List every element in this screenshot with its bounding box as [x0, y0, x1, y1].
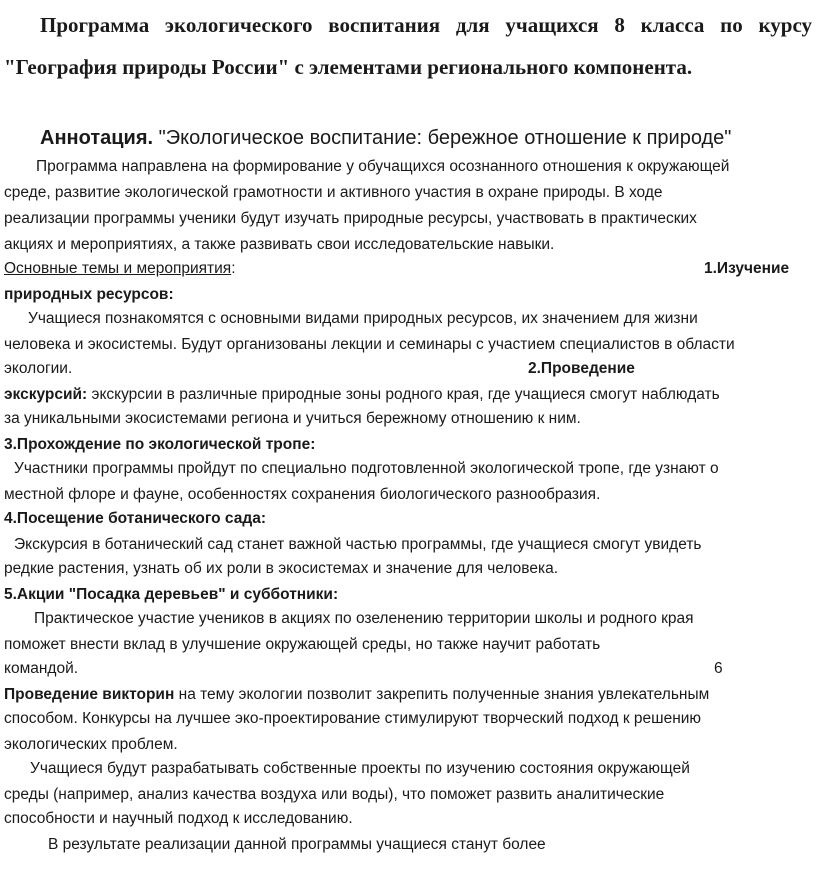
- section5-line-1: Практическое участие учеников в акциях по озеленению территории школы и родного края: [34, 610, 694, 627]
- section1-title-part1: 1.Изучение: [704, 260, 790, 277]
- section1-line-2: человека и экосистемы. Будут организованы лекции и семинары с участием специалистов в области: [4, 336, 735, 353]
- annotation-text: "Экологическое воспитание: бережное отношение к природе": [158, 127, 732, 149]
- section1-line-1: Учащиеся познакомятся с основными видами природных ресурсов, их значением для жизни: [28, 310, 698, 327]
- section2-title-part2: экскурсий:: [4, 386, 88, 403]
- section2-text-1: экскурсии в различные природные зоны родного края, где учащиеся смогут наблюдать: [91, 386, 720, 403]
- section6-title: Проведение викторин: [4, 686, 175, 703]
- topics-heading-line: [4, 258, 236, 280]
- intro-line-4: акциях и мероприятиях, а также развивать свои исследовательские навыки.: [4, 236, 555, 253]
- annotation-line: [40, 126, 731, 150]
- section6-text-1: на тему экологии позволит закрепить полученные знания увлекательным: [178, 686, 710, 703]
- topics-heading-colon: :: [231, 260, 236, 277]
- section5-title: 5.Акции "Посадка деревьев" и субботники:: [4, 586, 339, 603]
- page-number: 6: [714, 660, 723, 677]
- section1-line-3: экологии.: [4, 360, 73, 377]
- section6-line-2: способом. Конкурсы на лучшее эко-проектирование стимулируют творческий подход к решению: [4, 710, 702, 727]
- section6-line-3: экологических проблем.: [4, 736, 178, 753]
- section4-title: 4.Посещение ботанического сада:: [4, 510, 266, 527]
- projects-line-2: среды (например, анализ качества воздуха или воды), что поможет развить аналитические: [4, 786, 665, 803]
- projects-line-1: Учащиеся будут разрабатывать собственные проекты по изучению состояния окружающей: [30, 760, 690, 777]
- section4-line-1: Экскурсия в ботанический сад станет важной частью программы, где учащиеся смогут увидеть: [14, 536, 702, 553]
- section2-title-part1: 2.Проведение: [528, 360, 635, 377]
- section2-line-2: за уникальными экосистемами региона и учиться бережному отношению к ним.: [4, 410, 581, 427]
- section3-line-1: Участники программы пройдут по специально подготовленной экологической тропе, где узнают о: [14, 460, 719, 477]
- section5-line-3: командой.: [4, 660, 79, 677]
- section4-line-2: редкие растения, узнать об их роли в экосистемах и значение для человека.: [4, 560, 559, 577]
- section5-line-2: поможет внести вклад в улучшение окружающей среды, но также научит работать: [4, 636, 601, 653]
- document-title-text: Программа экологического воспитания для учащихся 8 класса по курсу "География природы России" с элементами регионального компонента.: [4, 13, 812, 79]
- intro-line-2: среде, развитие экологической грамотности и активного участия в охране природы. В ходе: [4, 184, 663, 201]
- topics-heading: Основные темы и мероприятия: [4, 260, 232, 277]
- intro-line-3: реализации программы ученики будут изучать природные ресурсы, участвовать в практических: [4, 210, 697, 227]
- section2-line-1: [4, 384, 816, 406]
- section1-title-part2: природных ресурсов:: [4, 286, 174, 303]
- section3-title: 3.Прохождение по экологической тропе:: [4, 436, 316, 453]
- section3-line-2: местной флоре и фауне, особенностях сохранения биологического разнообразия.: [4, 486, 601, 503]
- intro-line-1: Программа направлена на формирование у обучащихся осознанного отношения к окружающей: [36, 158, 730, 175]
- annotation-label: Аннотация.: [40, 127, 154, 149]
- section6-line-1: [4, 684, 816, 706]
- result-line-1: В результате реализации данной программы учащиеся станут более: [48, 836, 546, 853]
- document-title: [4, 4, 812, 88]
- projects-line-3: способности и научный подход к исследованию.: [4, 810, 353, 827]
